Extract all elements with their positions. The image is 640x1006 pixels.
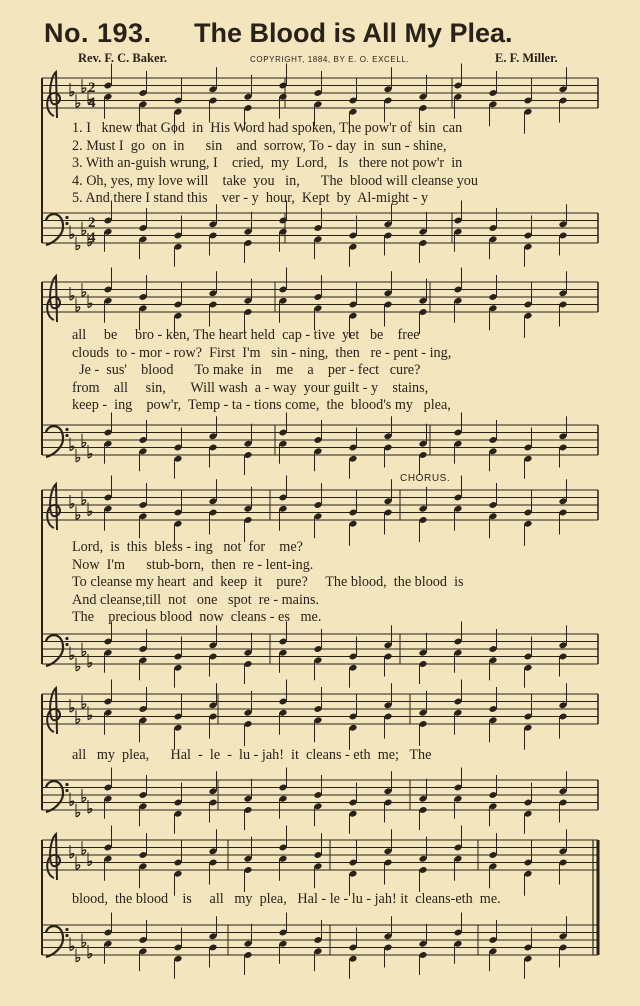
hymn-number: No. 193. (44, 18, 152, 48)
lyric-line: Je - sus' blood To make in me a per - fect cure? (72, 362, 421, 379)
svg-text:2: 2 (88, 80, 96, 96)
lyric-line: The precious blood now cleans - es me. (72, 609, 322, 626)
lyric-line: all my plea, Hal - le - lu - jah! it cleans - eth me; The (72, 747, 432, 763)
lyric-line: keep - ing pow'r, Temp - ta - tions come, the blood's my plea, (72, 397, 451, 414)
svg-text:4: 4 (88, 230, 96, 246)
verse-lyrics-system-1 (72, 120, 582, 208)
hymn-author: Rev. F. C. Baker. (78, 51, 168, 65)
hymn-title: The Blood is All My Plea. (194, 18, 513, 48)
verse-lyrics-system-3 (72, 539, 582, 627)
lyric-line: blood, the blood is all my plea, Hal - le - lu - jah! it cleans-eth me. (72, 891, 501, 907)
lyric-line: To cleanse my heart and keep it pure? The blood, the blood is (72, 574, 464, 591)
copyright-line: COPYRIGHT, 1884, BY E. O. EXCELL. (250, 55, 410, 64)
svg-text:2: 2 (88, 215, 96, 231)
lyric-line: 1. I knew that God in His Word had spoken, The pow'r of sin can (72, 120, 463, 136)
lyric-line: clouds to - mor - row? First I'm sin - ning, then re - pent - ing, (72, 344, 452, 361)
svg-text:4: 4 (88, 95, 96, 111)
lyric-line: Lord, is this bless - ing not for me? (72, 539, 303, 555)
lyric-line: 3. With an-guish wrung, I cried, my Lord, Is there not pow'r in (72, 155, 463, 172)
lyric-line: all be bro - ken, The heart held cap - tive yet be free (72, 327, 420, 343)
chorus-label: CHORUS. (400, 473, 451, 484)
lyric-line: 2. Must I go on in sin and sorrow, To - day in sun - shine, (72, 137, 447, 154)
lyric-line: And cleanse,till not one spot re - mains. (72, 591, 320, 608)
verse-lyrics-system-2 (72, 327, 582, 415)
chorus-lyrics-system-5 (72, 891, 582, 909)
hymn-composer: E. F. Miller. (495, 51, 558, 65)
lyric-line: 4. Oh, yes, my love will take you in, The blood will cleanse you (72, 172, 478, 189)
lyric-line: from all sin, Will wash a - way your guilt - y stains, (72, 379, 429, 396)
lyric-line: Now I'm stub-born, then re - lent-ing. (72, 556, 314, 573)
chorus-lyrics-system-4 (72, 747, 582, 765)
lyric-line: 5. And there I stand this ver - y hour, Kept by Al-might - y (72, 190, 429, 207)
